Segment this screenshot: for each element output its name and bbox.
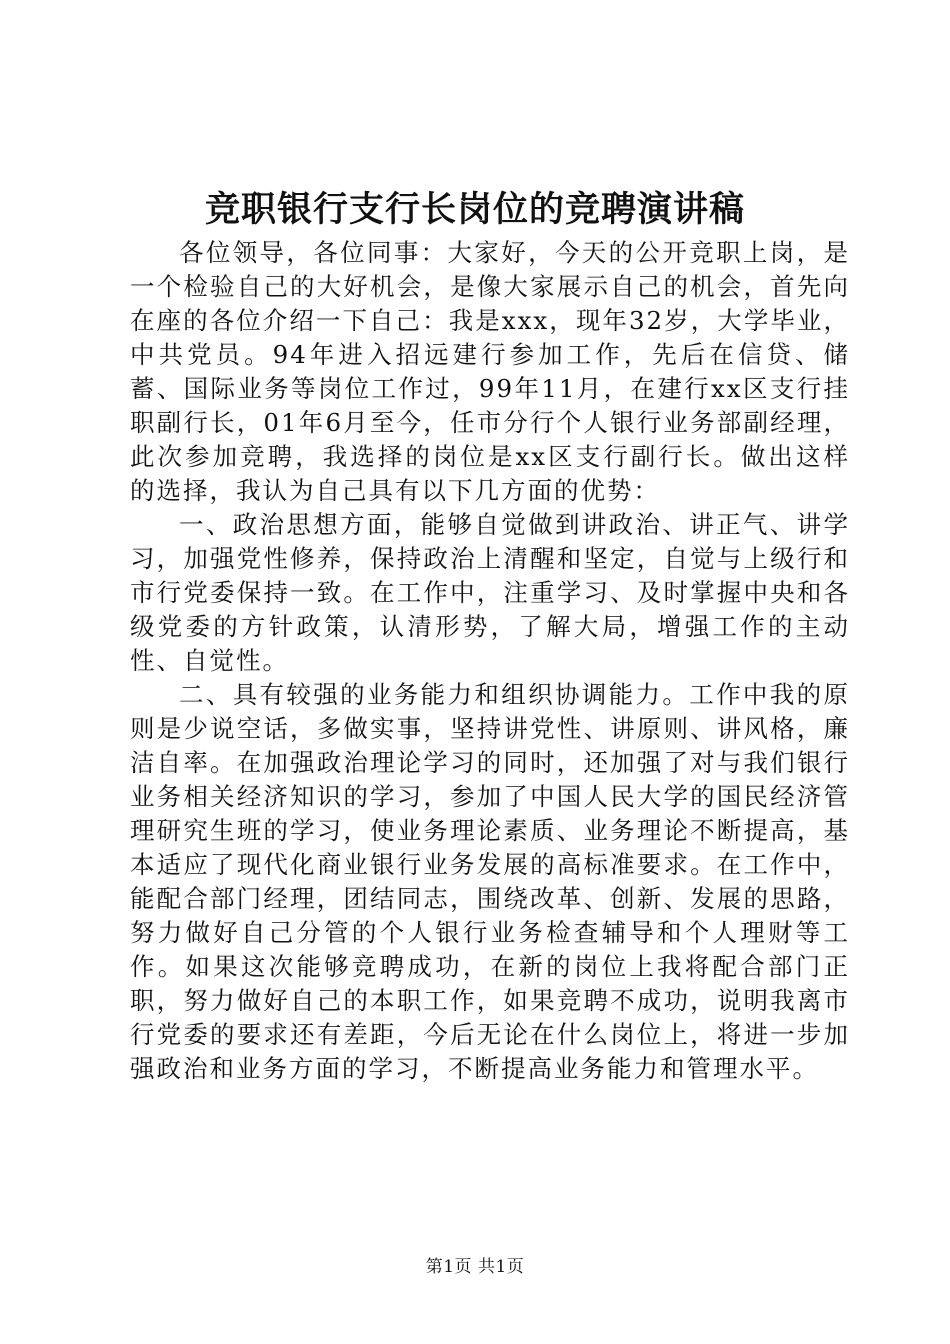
paragraph-political: 一、政治思想方面，能够自觉做到讲政治、讲正气、讲学习，加强党性修养，保持政治上清醒和坚定，自觉与上级行和市行党委保持一致。在工作中，注重学习、及时掌握中央和各级党委的方针政策，认清形势，了解大局，增强工作的主动性、自觉性。 (130, 510, 850, 675)
page-number-footer: 第1页 共1页 (425, 1257, 525, 1277)
document-body (130, 236, 850, 1086)
document-title: 竞职银行支行长岗位的竞聘演讲稿 (204, 189, 745, 230)
paragraph-ability: 二、具有较强的业务能力和组织协调能力。工作中我的原则是少说空话，多做实事，坚持讲党性、讲原则、讲风格，廉洁自率。在加强政治理论学习的同时，还加强了对与我们银行业务相关经济知识的学习，参加了中国人民大学的国民经济管理研究生班的学习，使业务理论素质、业务理论不断提高，基本适应了现代化商业银行业务发展的高标准要求。在工作中，能配合部门经理，团结同志，围绕改革、创新、发展的思路，努力做好自己分管的个人银行业务检查辅导和个人理财等工作。如果这次能够竞聘成功，在新的岗位上我将配合部门正职，努力做好自己的本职工作，如果竞聘不成功，说明我离市行党委的要求还有差距，今后无论在什么岗位上，将进一步加强政治和业务方面的学习，不断提高业务能力和管理水平。 (130, 680, 850, 1083)
paragraph-intro: 各位领导，各位同事：大家好，今天的公开竞职上岗，是一个检验自己的大好机会，是像大家展示自己的机会，首先向在座的各位介绍一下自己：我是xxx，现年32岁，大学毕业，中共党员。94年进入招远建行参加工作，先后在信贷、储蓄、国际业务等岗位工作过，99年11月，在建行xx区支行挂职副行长，01年6月至今，任市分行个人银行业务部副经理，此次参加竞聘，我选择的岗位是xx区支行副行长。做出这样的选择，我认为自己具有以下几方面的优势： (130, 238, 850, 505)
